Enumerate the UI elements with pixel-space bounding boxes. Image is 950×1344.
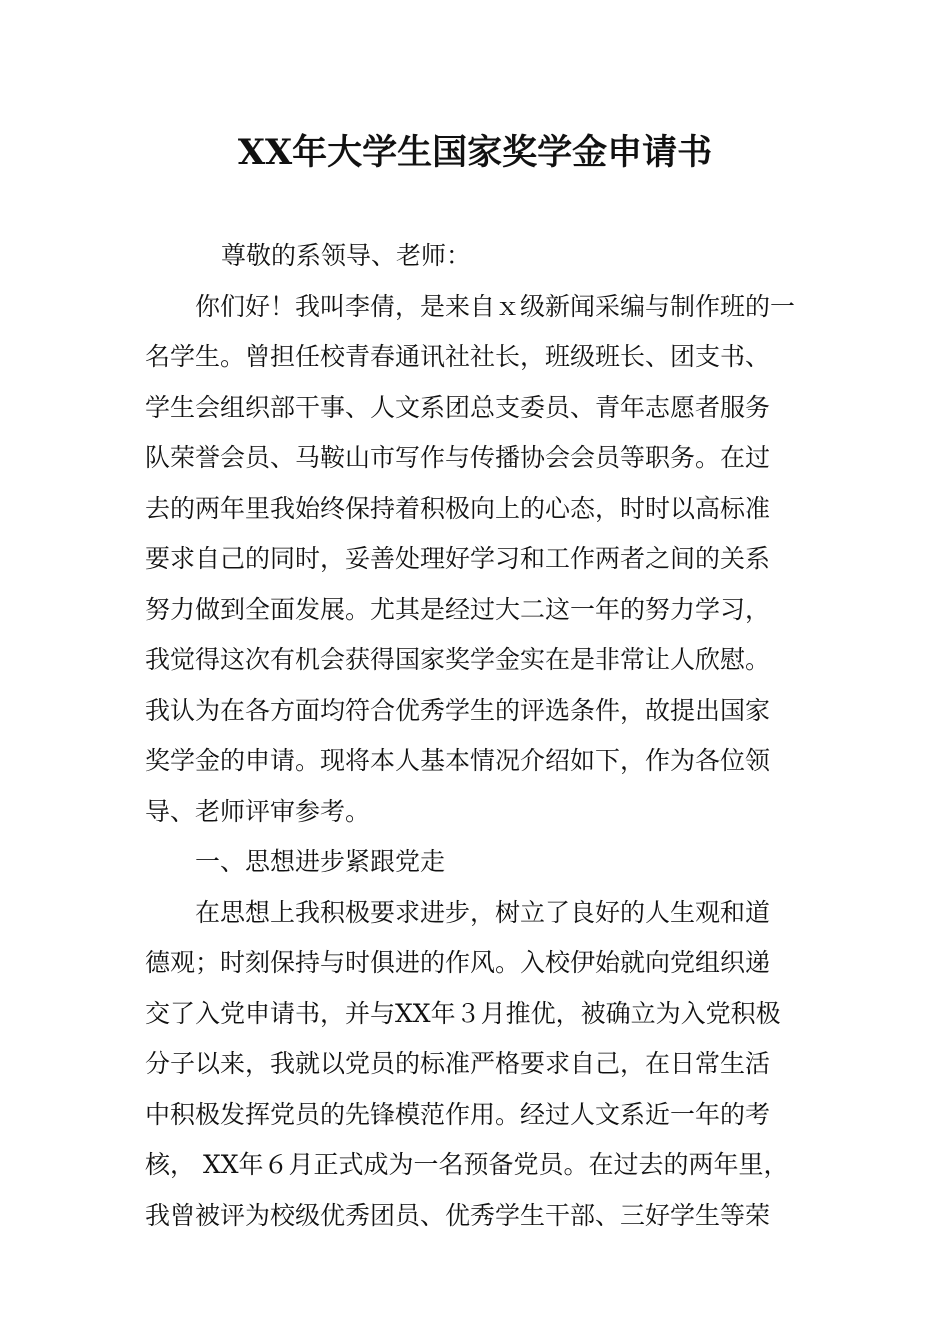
paragraph-line: 学生会组织部干事、人文系团总支委员、青年志愿者服务 bbox=[145, 392, 771, 422]
paragraph-line: 我觉得这次有机会获得国家奖学金实在是非常让人欣慰。 bbox=[145, 645, 771, 674]
paragraph-line: 交了入党申请书，并与XX年３月推优，被确立为入党积极 bbox=[145, 998, 781, 1028]
paragraph-line: 导、老师评审参考。 bbox=[145, 796, 371, 826]
paragraph-line: 队荣誉会员、马鞍山市写作与传播协会会员等职务。在过 bbox=[145, 443, 771, 472]
paragraph-line: 分子以来，我就以党员的标准严格要求自己，在日常生活 bbox=[145, 1049, 771, 1078]
paragraph-line: 我认为在各方面均符合优秀学生的评选条件，故提出国家 bbox=[145, 695, 771, 725]
paragraph-line: 在思想上我积极要求进步，树立了良好的人生观和道 bbox=[195, 897, 771, 927]
paragraph-line: 你们好！我叫李倩，是来自ｘ级新闻采编与制作班的一 bbox=[195, 291, 796, 321]
paragraph-line: 我曾被评为校级优秀团员、优秀学生干部、三好学生等荣 bbox=[145, 1200, 771, 1230]
paragraph-line: 要求自己的同时，妥善处理好学习和工作两者之间的关系 bbox=[145, 544, 771, 573]
paragraph-line: 名学生。曾担任校青春通讯社社长，班级班长、团支书、 bbox=[145, 342, 771, 371]
paragraph-line: 去的两年里我始终保持着积极向上的心态，时时以高标准 bbox=[145, 493, 771, 523]
paragraph-line: 核， XX年６月正式成为一名预备党员。在过去的两年里， bbox=[145, 1150, 789, 1179]
paragraph-line: 努力做到全面发展。尤其是经过大二这一年的努力学习， bbox=[145, 594, 771, 624]
paragraph-line: 德观；时刻保持与时俱进的作风。入校伊始就向党组织递 bbox=[145, 948, 771, 977]
document-title: XX年大学生国家奖学金申请书 bbox=[237, 132, 713, 173]
paragraph-line: 奖学金的申请。现将本人基本情况介绍如下，作为各位领 bbox=[145, 746, 771, 775]
salutation-line: 尊敬的系领导、老师： bbox=[221, 241, 472, 270]
section-heading: 一、思想进步紧跟党走 bbox=[195, 847, 446, 876]
document-body bbox=[145, 231, 815, 1241]
paragraph-line: 中积极发挥党员的先锋模范作用。经过人文系近一年的考 bbox=[145, 1099, 771, 1129]
